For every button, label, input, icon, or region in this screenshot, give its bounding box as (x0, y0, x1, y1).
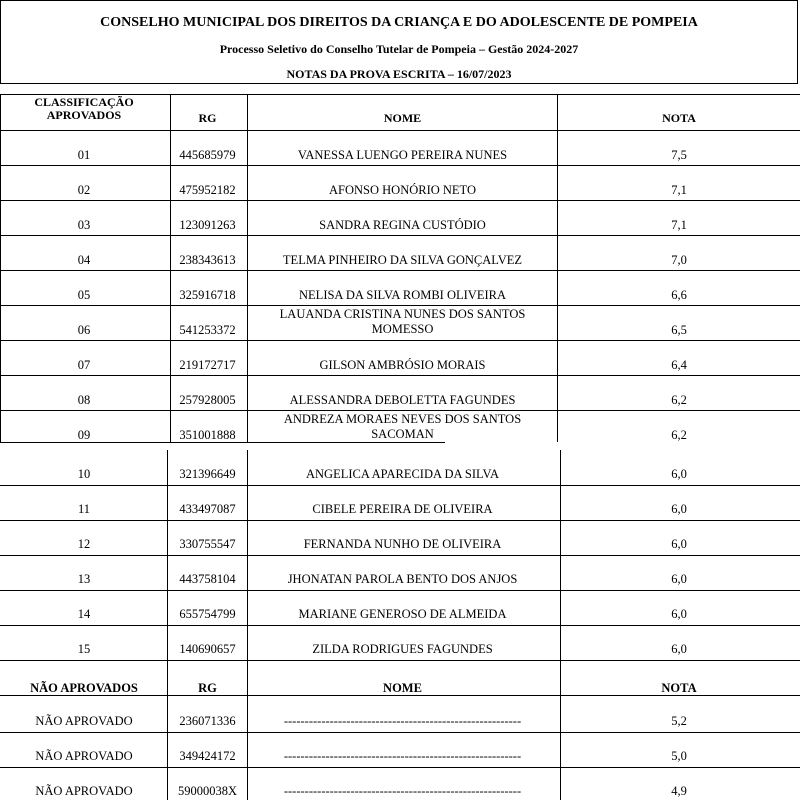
row-divider (0, 340, 800, 341)
rg-cell: 321396649 (179, 467, 236, 481)
row-divider (0, 130, 800, 131)
name-cell: AFONSO HONÓRIO NETO (329, 183, 476, 197)
row-divider (0, 625, 800, 626)
name-cell: FERNANDA NUNHO DE OLIVEIRA (303, 537, 502, 551)
grade-cell: 7,1 (671, 183, 687, 197)
column-divider (0, 94, 1, 442)
status-cell: NÃO APROVADO (35, 784, 133, 798)
position-cell: 12 (77, 537, 91, 551)
rg-header: RG (198, 111, 217, 125)
column-divider (167, 450, 168, 660)
column-divider (247, 94, 248, 442)
row-divider (0, 485, 800, 486)
grade-cell: 7,1 (671, 218, 687, 232)
name-cell: CIBELE PEREIRA DE OLIVEIRA (312, 502, 493, 516)
position-cell: 11 (77, 502, 91, 516)
column-divider (247, 450, 248, 660)
name-cell: ZILDA RODRIGUES FAGUNDES (312, 642, 493, 656)
rg-cell: 257928005 (179, 393, 236, 407)
document-header (0, 0, 798, 84)
grade-cell: 6,0 (671, 502, 687, 516)
document-subtitle: Processo Seletivo do Conselho Tutelar de Pompeia – Gestão 2024-2027 (219, 42, 579, 56)
position-cell: 01 (77, 148, 91, 162)
position-cell: 03 (77, 218, 91, 232)
name-cell: ANGELICA APARECIDA DA SILVA (306, 467, 499, 481)
na-grade-cell: 5,2 (671, 714, 687, 728)
row-divider (0, 732, 800, 733)
position-cell: 14 (77, 607, 91, 621)
grade-cell: 6,0 (671, 572, 687, 586)
grade-cell: 6,4 (671, 358, 687, 372)
name-cell: LAUANDA CRISTINA NUNES DOS SANTOS (279, 307, 526, 321)
rg-cell: 325916718 (179, 288, 236, 302)
na-grade-header: NOTA (661, 681, 697, 695)
status-header: NÃO APROVADOS (30, 681, 138, 695)
grade-cell: 6,5 (671, 323, 687, 337)
name-cell: ALESSANDRA DEBOLETTA FAGUNDES (289, 393, 516, 407)
column-divider (560, 450, 561, 660)
rg-cell: 443758104 (179, 572, 236, 586)
status-cell: NÃO APROVADO (35, 749, 133, 763)
rg-cell: 655754799 (179, 607, 236, 621)
row-divider (0, 270, 800, 271)
rg-cell: 123091263 (179, 218, 236, 232)
rg-cell: 140690657 (179, 642, 236, 656)
grade-cell: 6,2 (671, 393, 687, 407)
na-name-cell: --------------------------------------------------------- (283, 784, 522, 798)
rg-cell: 330755547 (179, 537, 236, 551)
name-header: NOME (383, 111, 422, 125)
row-divider (0, 767, 800, 768)
row-divider (0, 520, 800, 521)
rg-cell: 475952182 (179, 183, 236, 197)
rg-cell: 445685979 (179, 148, 236, 162)
position-cell: 10 (77, 467, 91, 481)
rg-cell: 238343613 (179, 253, 236, 267)
grade-cell: 7,5 (671, 148, 687, 162)
position-cell: 04 (77, 253, 91, 267)
name-cell: JHONATAN PAROLA BENTO DOS ANJOS (287, 572, 518, 586)
na-rg-cell: 236071336 (179, 714, 236, 728)
row-divider (0, 235, 800, 236)
classification-header: CLASSIFICAÇÃO (34, 95, 134, 109)
name-cell: NELISA DA SILVA ROMBI OLIVEIRA (299, 288, 506, 302)
row-divider (0, 165, 800, 166)
grade-cell: 6,0 (671, 642, 687, 656)
row-divider (0, 590, 800, 591)
na-name-header: NOME (383, 681, 422, 695)
grade-cell: 6,6 (671, 288, 687, 302)
document-title: CONSELHO MUNICIPAL DOS DIREITOS DA CRIANÇA E DO ADOLESCENTE DE POMPEIA (100, 15, 698, 30)
rg-cell: 541253372 (179, 323, 236, 337)
name-cell: GILSON AMBRÓSIO MORAIS (319, 358, 486, 372)
name-cell-line2: SACOMAN (371, 427, 434, 441)
na-grade-cell: 4,9 (671, 784, 687, 798)
grade-header: NOTA (662, 111, 696, 125)
position-cell: 07 (77, 358, 91, 372)
position-cell: 13 (77, 572, 91, 586)
position-cell: 09 (77, 428, 91, 442)
name-cell: ANDREZA MORAES NEVES DOS SANTOS (283, 412, 522, 426)
rg-cell: 219172717 (179, 358, 236, 372)
name-cell: VANESSA LUENGO PEREIRA NUNES (297, 148, 508, 162)
na-rg-cell: 59000038X (177, 784, 238, 798)
status-cell: NÃO APROVADO (35, 714, 133, 728)
na-rg-cell: 349424172 (179, 749, 236, 763)
row-divider (0, 660, 800, 661)
row-divider (0, 305, 800, 306)
name-cell: SANDRA REGINA CUSTÓDIO (319, 218, 486, 232)
name-cell-line2: MOMESSO (371, 322, 434, 336)
column-divider (557, 94, 558, 442)
grade-cell: 6,0 (671, 607, 687, 621)
position-cell: 02 (77, 183, 91, 197)
row-divider (0, 375, 800, 376)
column-divider (170, 94, 171, 442)
grade-cell: 6,2 (671, 428, 687, 442)
exam-title: NOTAS DA PROVA ESCRITA – 16/07/2023 (286, 67, 512, 81)
position-cell: 05 (77, 288, 91, 302)
name-cell: MARIANE GENEROSO DE ALMEIDA (298, 607, 507, 621)
row-divider (0, 555, 800, 556)
classification-header-line2: APROVADOS (46, 108, 122, 122)
na-name-cell: --------------------------------------------------------- (283, 714, 522, 728)
rg-cell: 433497087 (179, 502, 236, 516)
grade-cell: 7,0 (671, 253, 687, 267)
row-divider (0, 200, 800, 201)
grade-cell: 6,0 (671, 537, 687, 551)
position-cell: 15 (77, 642, 91, 656)
na-name-cell: --------------------------------------------------------- (283, 749, 522, 763)
rg-cell: 351001888 (179, 428, 236, 442)
na-grade-cell: 5,0 (671, 749, 687, 763)
position-cell: 06 (77, 323, 91, 337)
name-cell: TELMA PINHEIRO DA SILVA GONÇALVEZ (282, 253, 523, 267)
na-rg-header: RG (198, 681, 217, 695)
position-cell: 08 (77, 393, 91, 407)
grade-cell: 6,0 (671, 467, 687, 481)
row-divider (0, 410, 800, 411)
